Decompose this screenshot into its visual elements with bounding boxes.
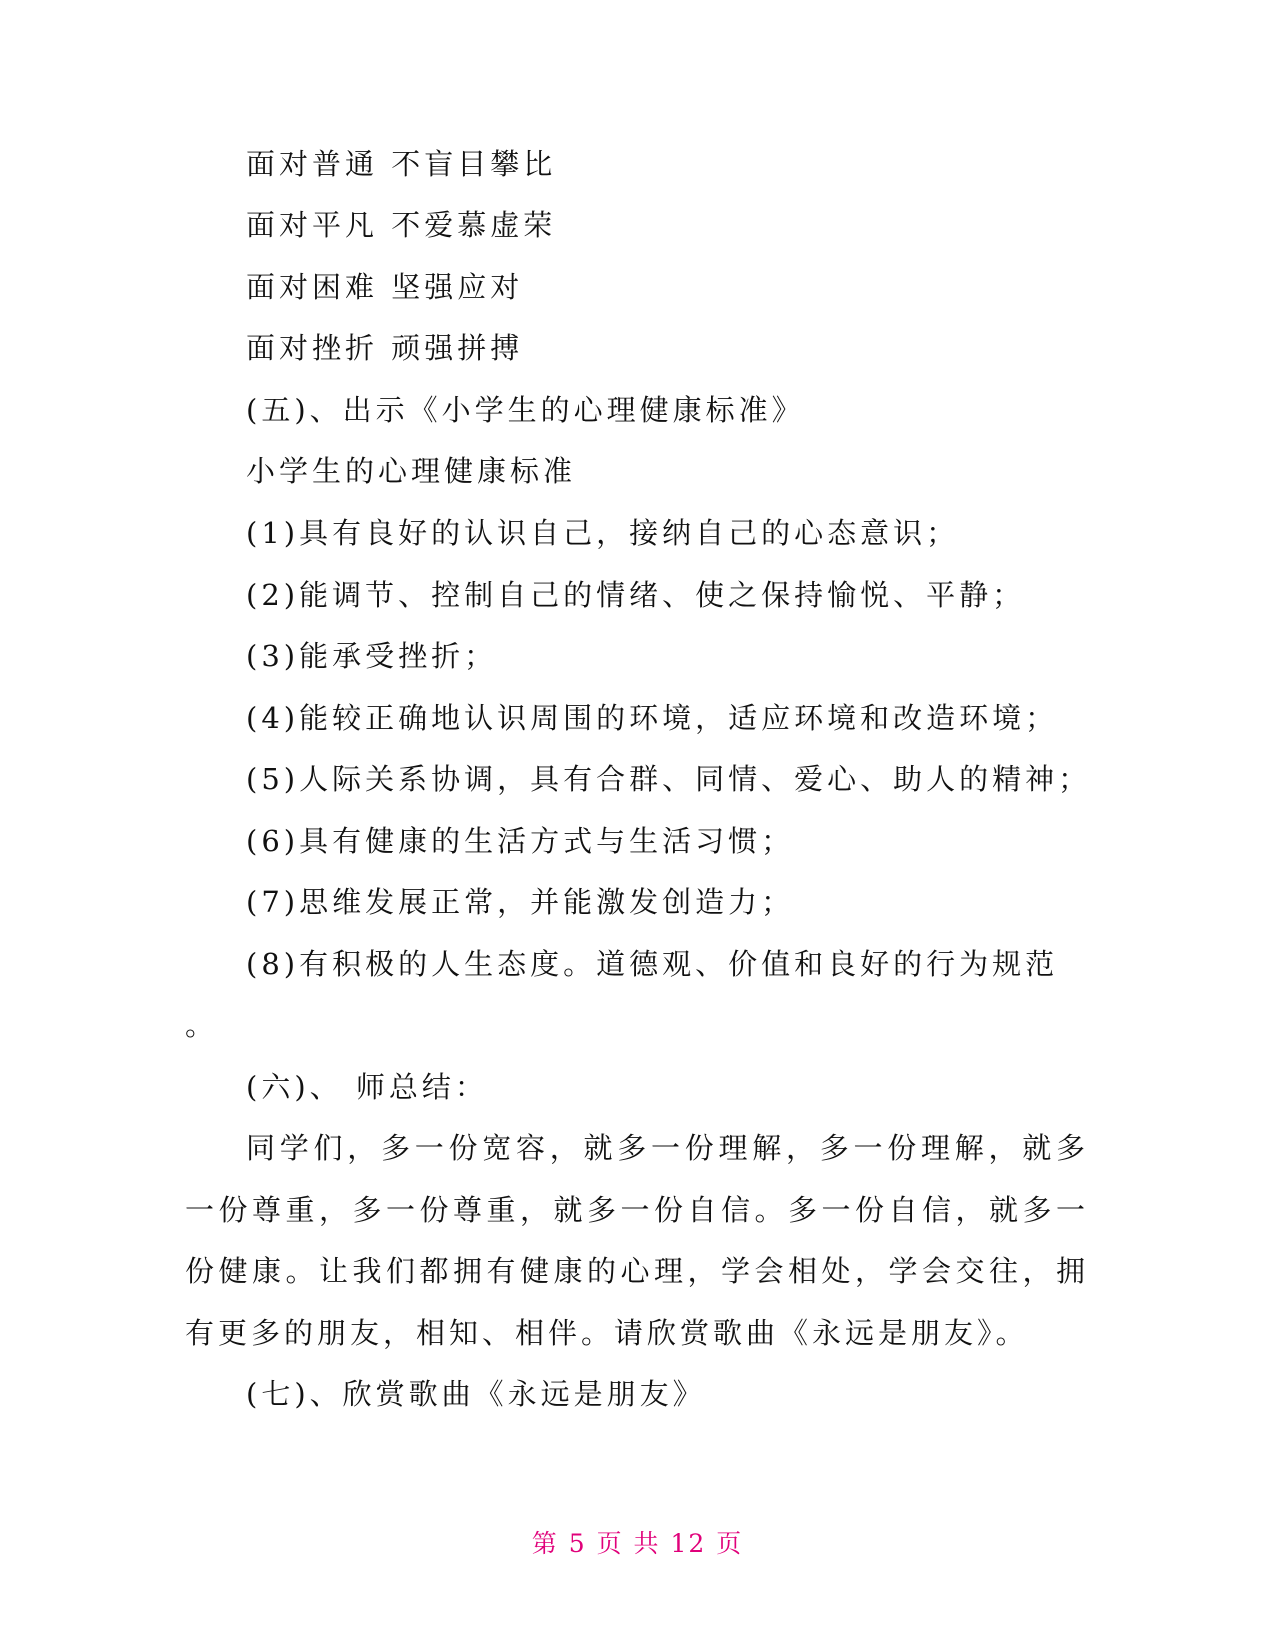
text-line: 面对挫折 顽强拼搏 xyxy=(246,331,524,365)
list-item: (6)具有健康的生活方式与生活习惯； xyxy=(246,824,795,858)
list-item: (4)能较正确地认识周围的环境，适应环境和改造环境； xyxy=(246,701,1059,735)
subheading: 小学生的心理健康标准 xyxy=(246,454,577,488)
page-footer: 第 5 页 共 12 页 xyxy=(531,1529,744,1558)
text-line: 面对平凡 不爱慕虚荣 xyxy=(246,208,557,242)
list-item: (8)有积极的人生态度。道德观、价值和良好的行为规范 xyxy=(246,947,1059,981)
list-item: (1)具有良好的认识自己，接纳自己的心态意识； xyxy=(246,516,960,550)
section-heading: (七)、欣赏歌曲《永远是朋友》 xyxy=(246,1377,706,1411)
wrap-punctuation: 。 xyxy=(185,1008,219,1042)
list-item: (7)思维发展正常，并能激发创造力； xyxy=(246,885,795,919)
section-heading: (六)、 师总结： xyxy=(246,1070,488,1104)
text-line: 面对困难 坚强应对 xyxy=(246,270,524,304)
list-item: (3)能承受挫折； xyxy=(246,639,498,673)
section-heading: (五)、出示《小学生的心理健康标准》 xyxy=(246,393,805,427)
summary-line: 有更多的朋友，相知、相伴。请欣赏歌曲《永远是朋友》。 xyxy=(185,1316,1029,1350)
list-item: (2)能调节、控制自己的情绪、使之保持愉悦、平静； xyxy=(246,578,1026,612)
summary-line: 份健康。让我们都拥有健康的心理，学会相处，学会交往，拥 xyxy=(185,1254,1085,1288)
summary-line: 一份尊重，多一份尊重，就多一份自信。多一份自信，就多一 xyxy=(185,1193,1085,1227)
summary-line: 同学们，多一份宽容，就多一份理解，多一份理解，就多 xyxy=(246,1131,1085,1165)
text-line: 面对普通 不盲目攀比 xyxy=(246,147,557,181)
list-item: (5)人际关系协调，具有合群、同情、爱心、助人的精神； xyxy=(246,762,1092,796)
